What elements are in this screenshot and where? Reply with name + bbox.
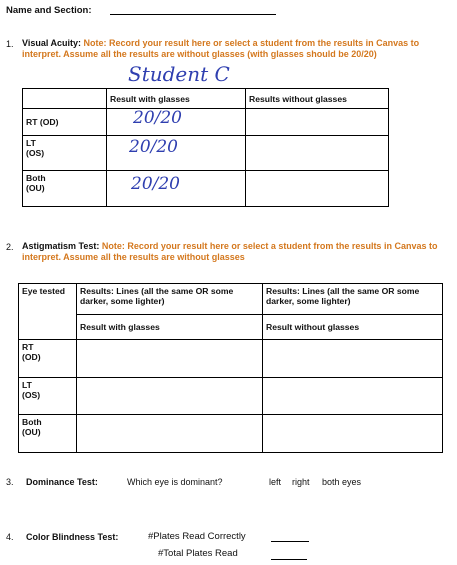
va-both-with-cell[interactable] bbox=[107, 171, 246, 207]
q3-option-both[interactable]: both eyes bbox=[322, 477, 362, 487]
va-rt-with-value: 20/20 bbox=[133, 108, 182, 128]
q4-title: Color Blindness Test: bbox=[26, 532, 119, 542]
ast-row-lt-line2: (OS) bbox=[22, 390, 41, 400]
handwritten-student: Student C bbox=[128, 62, 230, 86]
q4-total-plates-line[interactable] bbox=[271, 559, 307, 560]
ast-both-with-cell[interactable] bbox=[77, 415, 263, 453]
q1-title: Visual Acuity: bbox=[22, 38, 82, 48]
va-both-with-value: 20/20 bbox=[131, 174, 180, 194]
va-row-lt-label bbox=[23, 136, 107, 171]
ast-sub-with: Result with glasses bbox=[77, 315, 263, 340]
ast-col-results-right: Results: Lines (all the same OR some darker, some lighter) bbox=[263, 284, 443, 315]
va-lt-without-cell[interactable] bbox=[246, 136, 389, 171]
ast-row-lt-label bbox=[19, 378, 77, 415]
va-row-both-label bbox=[23, 171, 107, 207]
va-row-lt-line1: LT bbox=[26, 138, 36, 148]
q2-number: 2. bbox=[6, 242, 14, 252]
ast-row-rt-line1: RT bbox=[22, 342, 34, 352]
q3-number: 3. bbox=[6, 477, 14, 487]
va-row-both-line2: (OU) bbox=[26, 183, 45, 193]
ast-lt-without-cell[interactable] bbox=[263, 378, 443, 415]
ast-col-results-left: Results: Lines (all the same OR some darker, some lighter) bbox=[77, 284, 263, 315]
va-corner-cell bbox=[23, 89, 107, 109]
q4-total-plates: #Total Plates Read bbox=[158, 548, 238, 559]
ast-both-without-cell[interactable] bbox=[263, 415, 443, 453]
ast-sub-without: Result without glasses bbox=[263, 315, 443, 340]
ast-row-both-line2: (OU) bbox=[22, 427, 41, 437]
q2-title: Astigmatism Test: bbox=[22, 241, 100, 251]
ast-row-both-line1: Both bbox=[22, 417, 42, 427]
q4-number: 4. bbox=[6, 532, 14, 542]
va-col-without: Results without glasses bbox=[246, 89, 389, 109]
va-row-lt-line2: (OS) bbox=[26, 148, 45, 158]
ast-rt-without-cell[interactable] bbox=[263, 340, 443, 378]
ast-row-lt-line1: LT bbox=[22, 380, 32, 390]
q3-title: Dominance Test: bbox=[26, 477, 98, 487]
q2-block bbox=[22, 241, 452, 263]
visual-acuity-table bbox=[22, 88, 389, 207]
va-rt-without-cell[interactable] bbox=[246, 109, 389, 136]
va-both-without-cell[interactable] bbox=[246, 171, 389, 207]
name-section-label: Name and Section: bbox=[6, 5, 92, 16]
q4-plates-correct-line[interactable] bbox=[271, 541, 309, 542]
va-row-rt-label: RT (OD) bbox=[23, 109, 107, 136]
q4-plates-correct: #Plates Read Correctly bbox=[148, 531, 246, 542]
va-row-both-line1: Both bbox=[26, 173, 46, 183]
ast-row-rt-label bbox=[19, 340, 77, 378]
q3-option-right[interactable]: right bbox=[292, 477, 310, 487]
va-lt-with-value: 20/20 bbox=[129, 137, 178, 157]
va-rt-with-cell[interactable] bbox=[107, 109, 246, 136]
ast-col-eye: Eye tested bbox=[19, 284, 77, 340]
ast-lt-with-cell[interactable] bbox=[77, 378, 263, 415]
name-section-line[interactable] bbox=[110, 14, 276, 15]
ast-rt-with-cell[interactable] bbox=[77, 340, 263, 378]
q2-note: Note: Record your result here or select a student from the results in Canvas to interpret. Assume all the results are without glasses bbox=[22, 241, 438, 262]
q1-note: Note: Record your result here or select a student from the results in Canvas to interpret. Assume all the results are without glasses (with glasses should be 20/20) bbox=[22, 38, 420, 59]
q3-option-left[interactable]: left bbox=[269, 477, 282, 487]
astigmatism-table bbox=[18, 283, 443, 453]
q3-question: Which eye is dominant? bbox=[127, 477, 223, 487]
q1-block bbox=[22, 38, 450, 60]
ast-row-rt-line2: (OD) bbox=[22, 352, 41, 362]
va-col-with: Result with glasses bbox=[107, 89, 246, 109]
ast-row-both-label bbox=[19, 415, 77, 453]
va-lt-with-cell[interactable] bbox=[107, 136, 246, 171]
q1-number: 1. bbox=[6, 39, 14, 49]
